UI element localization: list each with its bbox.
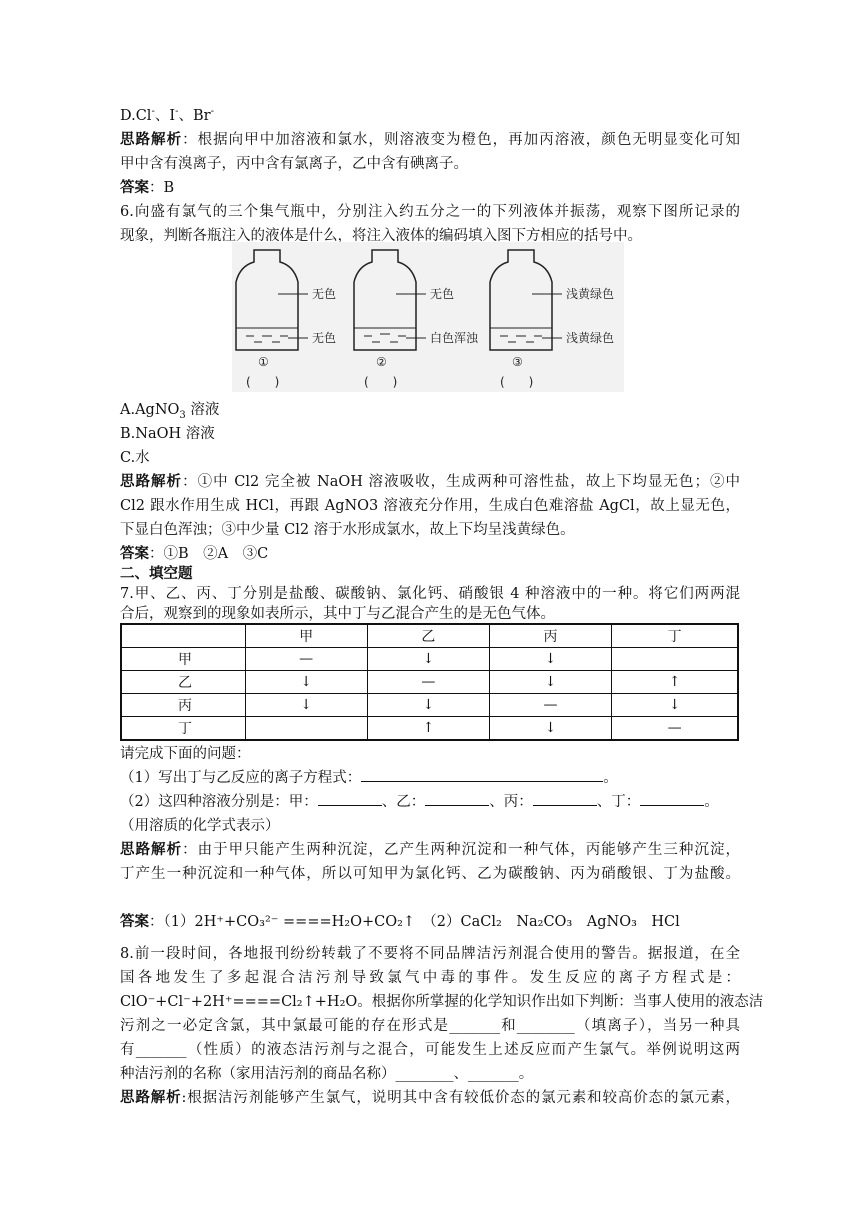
q5-analysis-line-2: 甲中含有溴离子，丙中含有氯离子，乙中含有碘离子。 [120, 156, 468, 172]
q7-answer: 答案：（1）2H⁺+CO₃²⁻ ====H₂O+CO₂↑ （2）CaCl₂ Na₂CO₃ AgNO₃ HCl [120, 913, 680, 930]
table-cell: ↓ [367, 694, 489, 717]
answer-blank[interactable] [318, 791, 382, 806]
option-a: A.AgNO$_3$ 溶液 [120, 402, 220, 421]
table-cell: ↓ [367, 648, 489, 671]
table-cell: 甲 [245, 624, 367, 648]
bottle-3-paren: ( ) [500, 375, 534, 389]
bottle-1 [236, 250, 308, 350]
table-header-row [121, 624, 738, 648]
bottle-1-bottom-label: 无色 [312, 331, 337, 345]
table-cell: ↓ [489, 671, 611, 694]
q7-analysis-line-2: 丁产生一种沉淀和一种气体，所以可知甲为氯化钙、乙为碳酸钠、丙为硝酸银、丁为盐酸。 [120, 866, 740, 882]
q7-analysis-line-1: 思路解析：由于甲只能产生两种沉淀，乙产生两种沉淀和一种气体，丙能够产生三种沉淀， [120, 841, 741, 858]
q7-part-2-note: （用溶质的化学式表示） [120, 818, 280, 834]
answer-blank[interactable] [361, 767, 603, 782]
gas-bottles-figure [232, 242, 624, 392]
table-cell: 丁 [121, 717, 245, 741]
q6-answer: 答案：①B ②A ③C [120, 545, 269, 562]
q7-part-1: （1）写出丁与乙反应的离子方程式： 。 [120, 766, 740, 790]
bottle-2 [354, 250, 426, 350]
q5-answer: 答案：B [120, 179, 175, 196]
q7-stem-line-2: 合后，观察到的现象如表所示，其中丁与乙混合产生的是无色气体。 [120, 606, 555, 622]
q7-request: 请完成下面的问题： [120, 746, 251, 762]
bottle-2-paren: ( ) [364, 375, 398, 389]
table-cell: 丙 [489, 624, 611, 648]
table-cell: ↓ [245, 694, 367, 717]
table-row [121, 717, 738, 741]
table-cell: 丁 [612, 624, 738, 648]
option-b: B.NaOH 溶液 [120, 426, 215, 442]
answer-blank[interactable] [425, 791, 489, 806]
bottle-1-top-label: 无色 [312, 287, 337, 301]
table-cell: ↓ [245, 671, 367, 694]
bottle-3-number: ③ [512, 355, 523, 369]
q6-stem-line-2: 现象，判断各瓶注入的液体是什么，将注入液体的编码填入图下方相应的括号中。 [120, 228, 642, 244]
table-cell: ↑ [367, 717, 489, 741]
option-c: C.水 [120, 450, 150, 466]
q8-stem-line-6: 种洁污剂的名称（家用洁污剂的商品名称）________、_______。 [120, 1066, 534, 1082]
section-heading: 二、填空题 [120, 565, 193, 582]
q8-stem-line-4: 污剂之一必定含氯，其中氯最可能的存在形式是_______和________（填离子），当另一种具 [120, 1018, 740, 1034]
table-cell: 丙 [121, 694, 245, 717]
q5-analysis-line-1: 思路解析：根据向甲中加溶液和氯水，则溶液变为橙色，再加丙溶液，颜色无明显变化可知 [120, 131, 741, 148]
table-cell: — [367, 671, 489, 694]
table-cell: — [489, 694, 611, 717]
q6-stem-line-1: 6.向盛有氯气的三个集气瓶中，分别注入约五分之一的下列液体并振荡，观察下图所记录的 [120, 204, 740, 220]
table-cell: 乙 [367, 624, 489, 648]
table-cell: ↓ [612, 694, 738, 717]
table-cell: 甲 [121, 648, 245, 671]
bottle-2-number: ② [376, 355, 387, 369]
q8-stem-line-1: 8.前一段时间，各地报刊纷纷转载了不要将不同品牌洁污剂混合使用的警告。据报道，在全 [120, 946, 740, 962]
answer-blank[interactable] [533, 791, 597, 806]
q8-stem-line-2: 国各地发生了多起混合洁污剂导致氯气中毒的事件。发生反应的离子方程式是： [120, 970, 740, 986]
table-cell: 乙 [121, 671, 245, 694]
bottle-2-top-label: 无色 [430, 287, 455, 301]
bottle-3-bottom-label: 浅黄绿色 [566, 331, 615, 345]
q7-part-2: （2）这四种溶液分别是：甲： 、乙： 、丙： 、丁： 。 [120, 790, 740, 814]
table-cell: — [245, 648, 367, 671]
table-cell: — [612, 717, 738, 741]
table-row [121, 694, 738, 717]
table-cell [121, 624, 245, 648]
option-d: D.Cl-、I-、Br- [120, 106, 214, 124]
q8-stem-line-3: ClO⁻+Cl⁻+2H⁺====Cl₂↑+H₂O。根据你所掌握的化学知识作出如下判断：当事人使用的液态洁 [120, 994, 764, 1010]
table-cell: ↑ [612, 671, 738, 694]
table-row [121, 671, 738, 694]
bottle-1-paren: ( ) [246, 375, 280, 389]
table-cell: ↓ [489, 717, 611, 741]
q7-stem-line-1: 7.甲、乙、丙、丁分别是盐酸、碳酸钠、氯化钙、硝酸银 4 种溶液中的一种。将它们两两混 [120, 586, 740, 602]
reaction-table [120, 623, 739, 741]
q6-analysis-line-1: 思路解析：①中 Cl2 完全被 NaOH 溶液吸收，生成两种可溶性盐，故上下均显无色；②中 [120, 473, 741, 490]
q6-analysis-line-3: 下显白色浑浊；③中少量 Cl2 溶于水形成氯水，故上下均呈浅黄绿色。 [120, 522, 575, 538]
bottle-3-top-label: 浅黄绿色 [566, 287, 615, 301]
bottle-2-bottom-label: 白色浑浊 [430, 331, 479, 345]
table-cell [612, 648, 738, 671]
q6-analysis-line-2: Cl2 跟水作用生成 HCl，再跟 AgNO3 溶液充分作用，生成白色难溶盐 AgCl，故上显无色， [120, 498, 740, 514]
table-cell [245, 717, 367, 741]
q8-stem-line-5: 有_______（性质）的液态洁污剂与之混合，可能发生上述反应而产生氯气。举例说明这两 [120, 1042, 740, 1058]
table-row [121, 648, 738, 671]
table-cell: ↓ [489, 648, 611, 671]
answer-blank[interactable] [640, 791, 704, 806]
bottle-3 [490, 250, 562, 350]
q8-analysis-line-1: 思路解析:根据洁污剂能够产生氯气，说明其中含有较低价态的氯元素和较高价态的氯元素， [120, 1089, 740, 1106]
bottle-1-number: ① [258, 355, 269, 369]
